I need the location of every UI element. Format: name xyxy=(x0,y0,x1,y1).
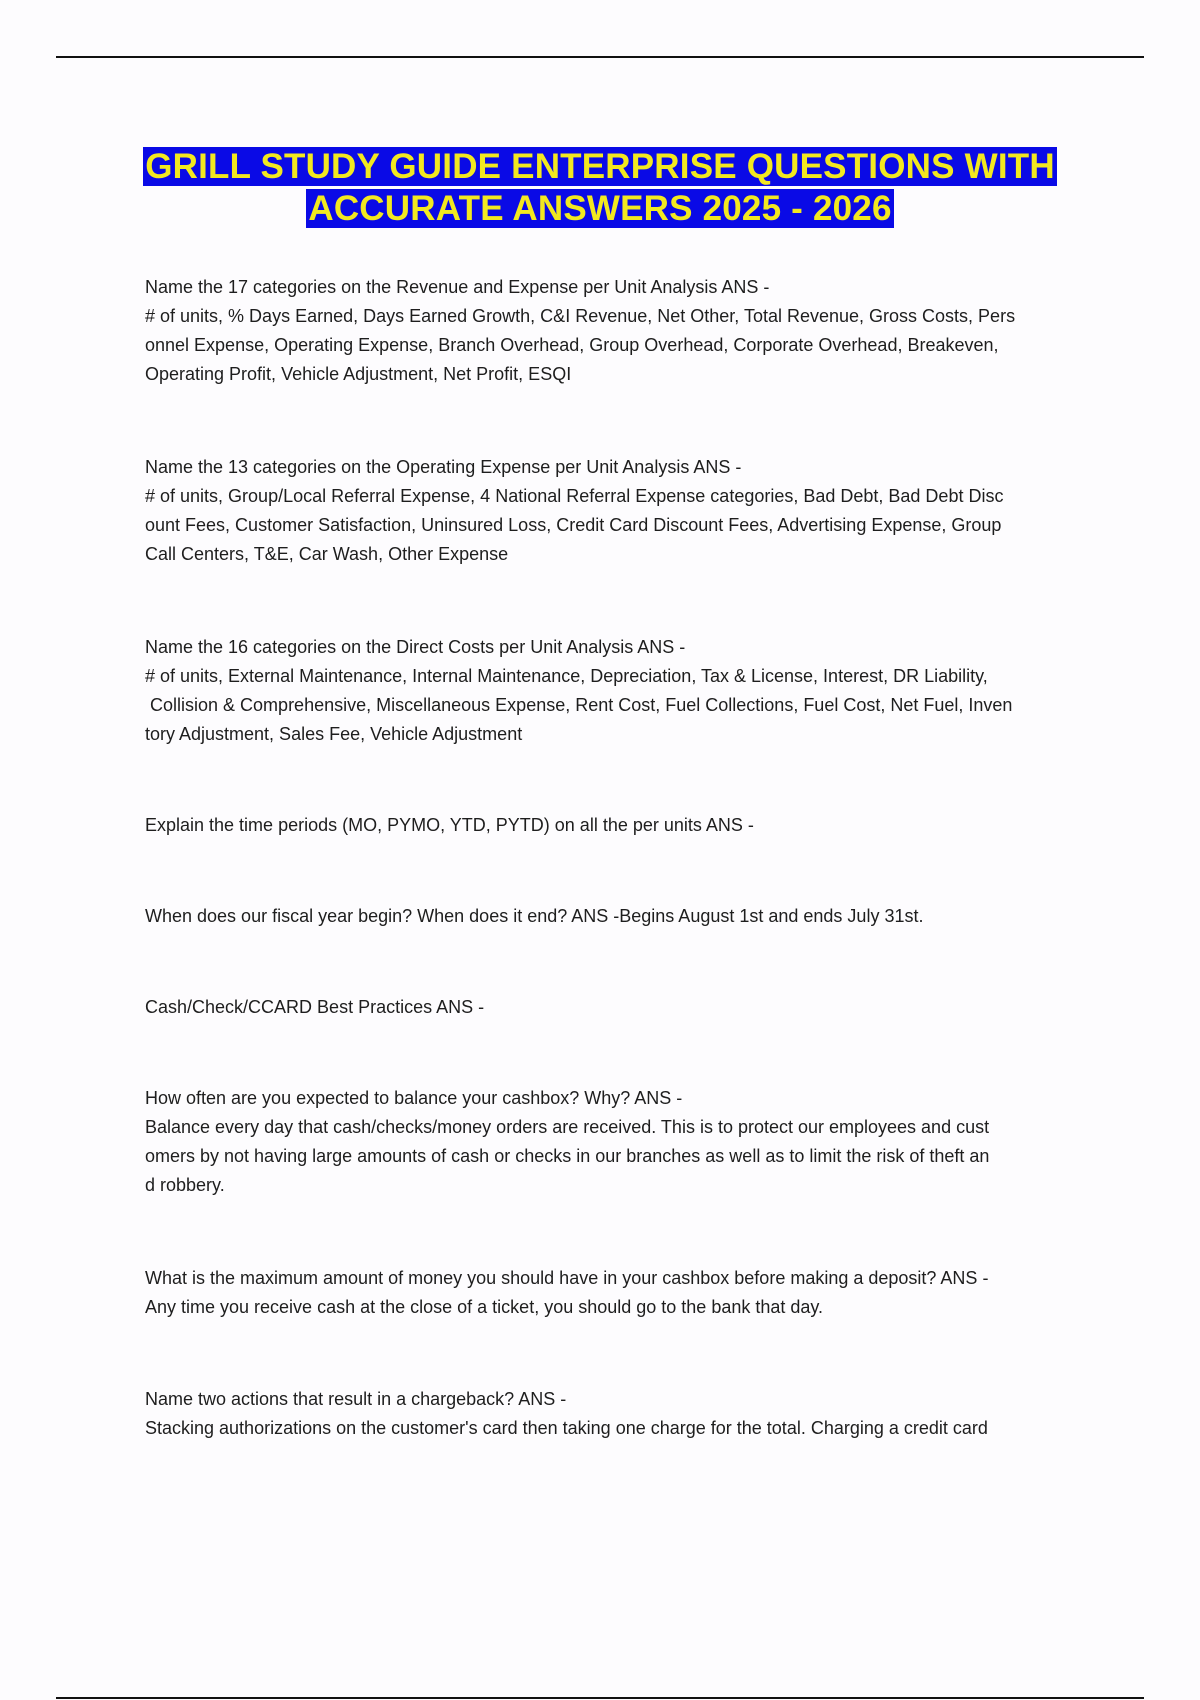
answer-text: # of units, Group/Local Referral Expense, 4 National Referral Expense categories, Bad Debt, Bad Debt Disc ount Fees, Customer Satisfaction, Uninsured Loss, Credit Card Discount Fees, Advertising Expense, Group Call Centers, T&E, Car Wash, Other Expense xyxy=(145,486,1004,564)
question-text: Name two actions that result in a chargeback? ANS - xyxy=(145,1389,567,1409)
question-text: How often are you expected to balance your cashbox? Why? ANS - xyxy=(145,1088,683,1108)
document-title xyxy=(56,146,1144,230)
answer-text: # of units, % Days Earned, Days Earned Growth, C&I Revenue, Net Other, Total Revenue, Gross Costs, Pers onnel Expense, Operating Expense, Branch Overhead, Group Overhead, Corporate Overhead, Breakeven, Operating Profit, Vehicle Adjustment, Net Profit, ESQI xyxy=(145,306,1016,384)
question-text: Name the 17 categories on the Revenue and Expense per Unit Analysis ANS - xyxy=(145,277,770,297)
question-text: Cash/Check/CCARD Best Practices ANS - xyxy=(145,997,485,1017)
title-line-2: ACCURATE ANSWERS 2025 - 2026 xyxy=(308,189,892,228)
answer-text: Any time you receive cash at the close of a ticket, you should go to the bank that day. xyxy=(145,1297,824,1317)
top-rule xyxy=(56,56,1144,58)
qa-item xyxy=(145,993,1091,1084)
bottom-rule xyxy=(56,1697,1144,1699)
title-line-1: GRILL STUDY GUIDE ENTERPRISE QUESTIONS WITH xyxy=(145,147,1055,186)
answer-text: Balance every day that cash/checks/money orders are received. This is to protect our employees and cust omers by not having large amounts of cash or checks in our branches as well as to limit the risk of theft an d robbery. xyxy=(145,1117,990,1195)
qa-item xyxy=(145,453,1091,633)
question-text: Name the 13 categories on the Operating Expense per Unit Analysis ANS - xyxy=(145,457,742,477)
qa-item xyxy=(145,1385,1091,1443)
answer-text: # of units, External Maintenance, Internal Maintenance, Depreciation, Tax & License, Interest, DR Liability, Collision & Comprehensive, Miscellaneous Expense, Rent Cost, Fuel Collections, Fuel Cost, Net Fuel, Inven tory Adjustment, Sales Fee, Vehicle Adjustment xyxy=(145,666,1013,744)
question-text: What is the maximum amount of money you should have in your cashbox before making a deposit? ANS - xyxy=(145,1268,989,1288)
qa-item xyxy=(145,1084,1091,1264)
qa-item xyxy=(145,633,1091,811)
qa-item xyxy=(145,273,1091,453)
qa-list xyxy=(145,273,1091,1443)
qa-item xyxy=(145,811,1091,902)
qa-item xyxy=(145,1264,1091,1385)
question-text: When does our fiscal year begin? When does it end? ANS -Begins August 1st and ends July 31st. xyxy=(145,906,924,926)
qa-item xyxy=(145,902,1091,993)
question-text: Name the 16 categories on the Direct Costs per Unit Analysis ANS - xyxy=(145,637,686,657)
answer-text: Stacking authorizations on the customer's card then taking one charge for the total. Charging a credit card xyxy=(145,1418,988,1438)
question-text: Explain the time periods (MO, PYMO, YTD, PYTD) on all the per units ANS - xyxy=(145,815,754,835)
